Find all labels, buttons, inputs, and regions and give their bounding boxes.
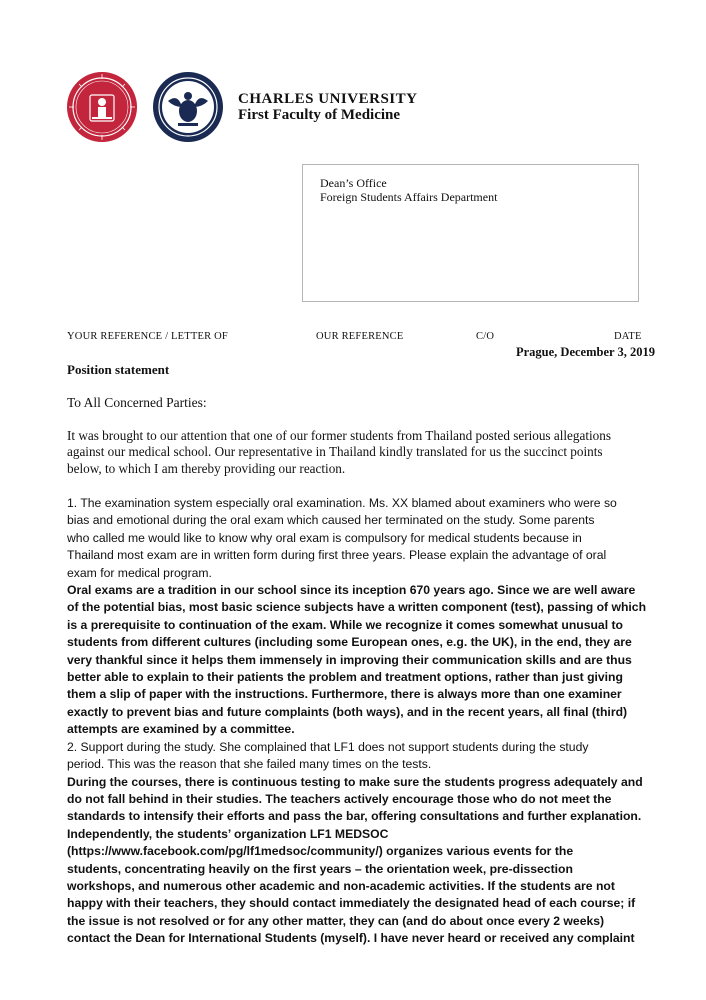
university-name: CHARLES UNIVERSITY xyxy=(238,91,418,107)
response-text-line: Independently, the students’ organization LF1 MEDSOC xyxy=(67,826,389,841)
response-text-line: attempts are examined by a committee. xyxy=(67,722,295,737)
response-text-line: exactly to prevent bias and future complaints (both ways), and in the recent years, all final (third) xyxy=(67,704,628,719)
faculty-name: First Faculty of Medicine xyxy=(238,107,401,123)
response-text-line: (https://www.facebook.com/pg/lf1medsoc/community/) organizes various events for the xyxy=(67,844,574,859)
response-text-line: the issue is not resolved or for any other matter, they can (and do about once every 2 weeks) xyxy=(67,913,605,928)
intro-line: below, to which I am thereby providing our reaction. xyxy=(67,460,346,476)
document-title: Position statement xyxy=(67,362,170,377)
response-text-line: students from different cultures (including some European ones, e.g. the UK), in the end, they are xyxy=(67,635,632,650)
response-text-line: happy with their teachers, they should contact immediately the designated head of each course; if xyxy=(67,896,636,911)
response-text-line: them a slip of paper with the instructions. Furthermore, there is always more than one examiner xyxy=(67,687,622,702)
response-text-line: standards to intensify their efforts and pass the bar, offering consultations and further explanation. xyxy=(67,809,642,824)
allegation-text-line: Thailand most exam are in written form during first three years. Please explain the advantage of oral xyxy=(67,548,607,563)
response-text-line: workshops, and numerous other academic and non-academic activities. If the students are not xyxy=(67,878,615,893)
greeting: To All Concerned Parties: xyxy=(67,395,207,410)
intro-paragraph xyxy=(67,428,659,477)
letter-date: Prague, December 3, 2019 xyxy=(516,345,655,359)
co-label: C/O xyxy=(476,331,495,342)
address-box xyxy=(302,164,639,302)
response-text-line: of the potential bias, most basic science subjects have a written component (test), passing of which xyxy=(67,600,647,615)
university-seal-logo xyxy=(66,71,138,143)
response-text-line: Oral exams are a tradition in our school since its inception 670 years ago. Since we are well aware xyxy=(67,583,636,598)
response-text-line: contact the Dean for International Students (myself). I have never heard or received any complaint xyxy=(67,931,635,946)
intro-line: against our medical school. Our representative in Thailand kindly translated for us the succinct points xyxy=(67,444,603,460)
date-label: DATE xyxy=(614,331,642,342)
response-text-line: better able to explain to their patients the problem and treatment options, rather than just giving xyxy=(67,670,623,685)
response-text-line: students, concentrating heavily on the first years – the orientation week, pre-dissection xyxy=(67,861,573,876)
intro-line: It was brought to our attention that one of our former students from Thailand posted serious allegations xyxy=(67,428,611,443)
your-reference-label: YOUR REFERENCE / LETTER OF xyxy=(67,331,228,342)
allegation-text-line: 2. Support during the study. She complained that LF1 does not support students during the study xyxy=(67,739,589,754)
allegation-text-line: period. This was the reason that she failed many times on the tests. xyxy=(67,757,432,772)
allegation-text-line: 1. The examination system especially oral examination. Ms. XX blamed about examiners who were so xyxy=(67,496,617,510)
letter-body xyxy=(67,495,667,948)
response-text-line: is a prerequisite to continuation of the exam. While we recognize it comes somewhat unusual to xyxy=(67,617,623,632)
address-line-1: Dean’s Office xyxy=(320,176,387,190)
address-line-2: Foreign Students Affairs Department xyxy=(320,190,498,204)
allegation-text-line: exam for medical program. xyxy=(67,565,212,580)
response-text-line: very thankful since it helps them immensely in improving their communication skills and are thus xyxy=(67,652,632,667)
response-text-line: do not fall behind in their studies. The teachers actively encourage those who do not meet the xyxy=(67,791,612,806)
faculty-pelican-logo xyxy=(152,71,224,143)
our-reference-label: OUR REFERENCE xyxy=(316,331,404,342)
response-text-line: During the courses, there is continuous testing to make sure the students progress adequately and xyxy=(67,774,643,789)
allegation-text-line: who called me would like to know why oral exam is compulsory for medical students because in xyxy=(67,530,582,545)
allegation-text-line: bias and emotional during the oral exam which caused her terminated on the study. Some parents xyxy=(67,513,595,528)
